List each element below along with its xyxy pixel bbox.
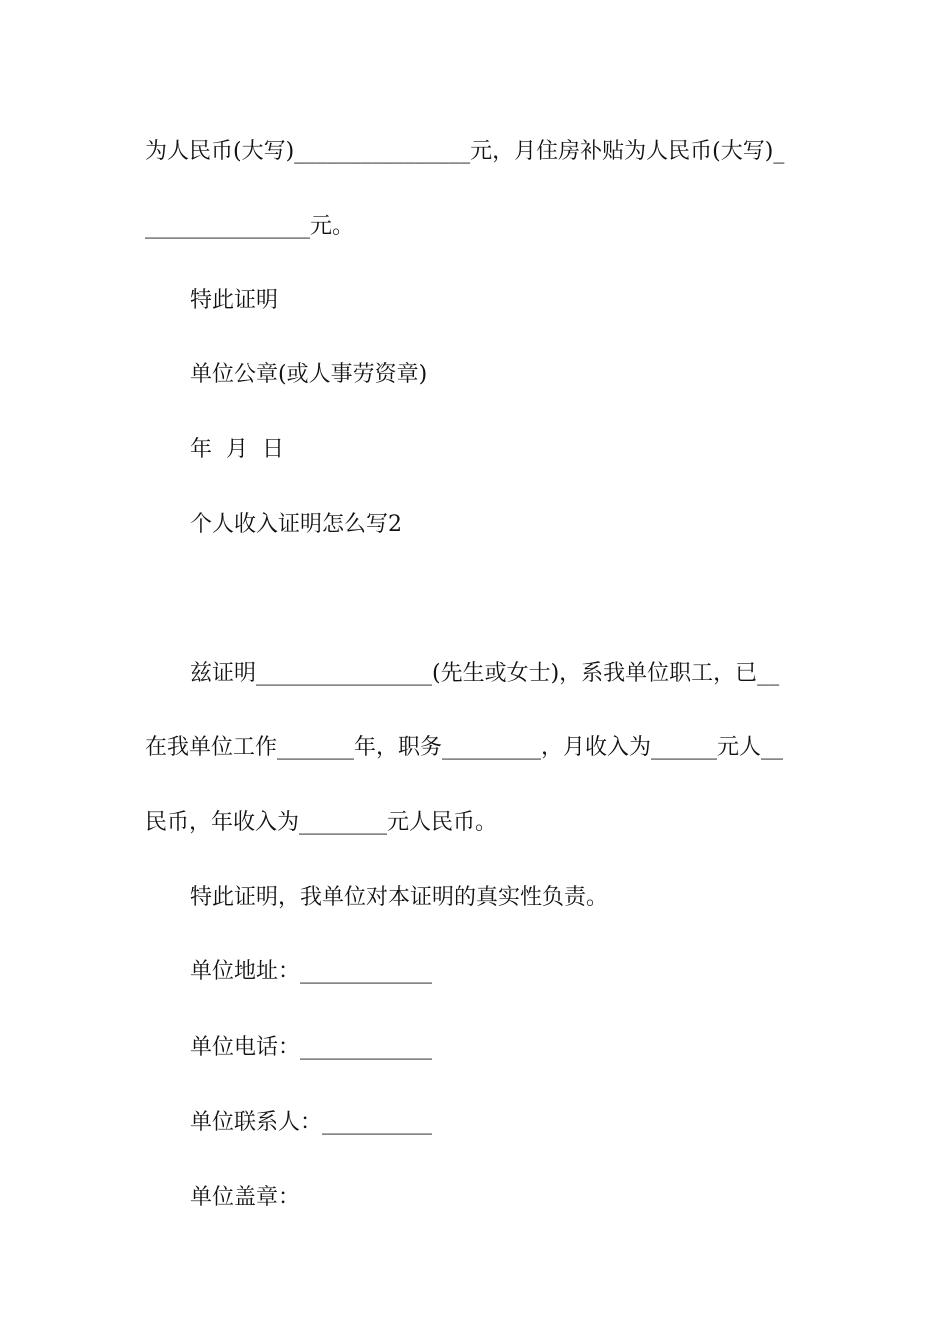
unit-seal-text: 单位公章(或人事劳资章)	[190, 362, 428, 387]
certify-text: 特此证明	[190, 288, 279, 313]
annual-income-line: 民币，年收入为________元人民币。	[145, 810, 498, 835]
unit-address-field: 单位地址：____________	[190, 959, 433, 984]
unit-contact-field: 单位联系人：__________	[190, 1110, 433, 1135]
certify-employee-line: 兹证明________________(先生或女士)，系我单位职工，已__	[190, 661, 780, 686]
date-line: 年 月 日	[190, 437, 284, 462]
section-heading: 个人收入证明怎么写2	[190, 512, 402, 537]
housing-subsidy-line: _______________元。	[145, 214, 355, 239]
authenticity-statement: 特此证明，我单位对本证明的真实性负责。	[190, 885, 609, 910]
unit-phone-field: 单位电话：____________	[190, 1035, 433, 1060]
work-years-line: 在我单位工作_______年，职务_________，月收入为______元人__	[145, 735, 784, 760]
unit-stamp-field: 单位盖章：	[190, 1185, 301, 1210]
salary-amount-line: 为人民币(大写)________________元，月住房补贴为人民币(大写)_	[145, 139, 785, 164]
